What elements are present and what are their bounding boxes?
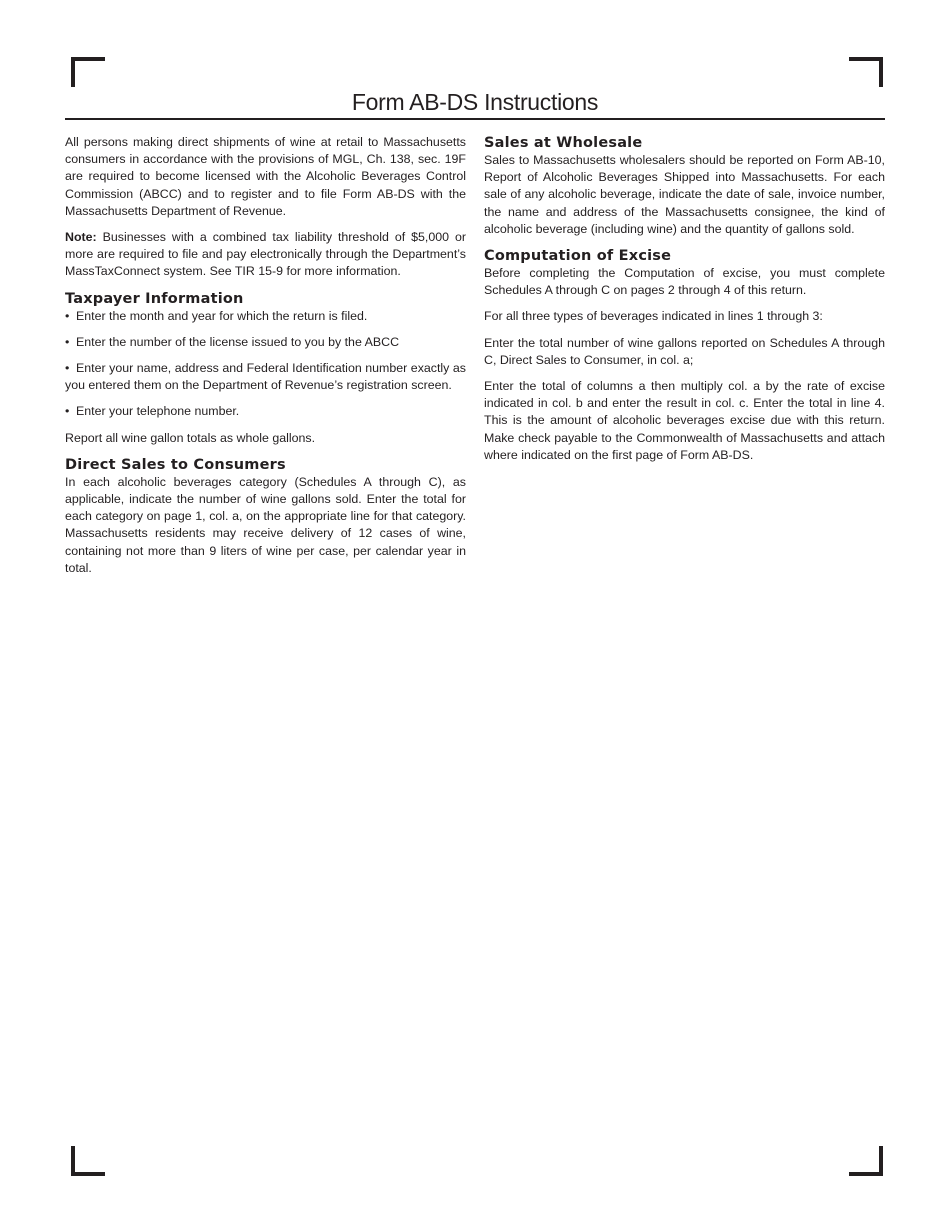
- intro-paragraph: All persons making direct shipments of wine at retail to Massachusetts consumers in accordance with the provisions of MGL, Ch. 138, sec. 19F are required to become licensed with the Alcoholic Beverages Control Commission (ABCC) and to register and to file Form AB-DS with the Massachusetts Department of Revenue.: [65, 135, 466, 218]
- excise-heading: Computation of Excise: [484, 248, 672, 265]
- title-rule: [65, 118, 885, 120]
- excise-paragraph-2: For all three types of beverages indicated in lines 1 through 3:: [484, 309, 823, 324]
- excise-paragraph-4: Enter the total of columns a then multiply col. a by the rate of excise indicated in col. b and enter the result in col. c. Enter the total in line 4. This is the amount of alcoholic beverages excise due with this return. Make check payable to the Commonwealth of Massachusetts and attach where indicated on the first page of Form AB-DS.: [484, 379, 885, 462]
- bullet-icon: •: [65, 308, 70, 323]
- crop-mark-top-left: [71, 57, 105, 87]
- bullet-icon: •: [65, 334, 70, 349]
- page-title: Form AB-DS Instructions: [351, 89, 599, 115]
- bullet-text: Enter the month and year for which the return is filed.: [76, 308, 368, 323]
- taxpayer-heading: Taxpayer Information: [65, 290, 244, 307]
- bullet-item: [65, 403, 466, 420]
- report-paragraph: Report all wine gallon totals as whole gallons.: [65, 430, 316, 445]
- crop-mark-bottom-right: [849, 1146, 883, 1176]
- note-text: Businesses with a combined tax liability threshold of $5,000 or more are required to file and pay electronically through the Department’s MassTaxConnect system. See TIR 15-9 for more information.: [65, 230, 466, 279]
- wholesale-heading: Sales at Wholesale: [484, 135, 643, 151]
- bullet-item: [65, 334, 466, 351]
- wholesale-paragraph: Sales to Massachusetts wholesalers should be reported on Form AB-10, Report of Alcoholic Beverages Shipped into Massachusetts. For each sale of any alcoholic beverage, indicate the date of sale, invoice number, the name and address of the Massachusetts consignee, the kind of alcoholic beverage (including wine) and the quantity of gallons sold.: [484, 153, 885, 236]
- direct-sales-heading: Direct Sales to Consumers: [65, 456, 286, 473]
- bullet-icon: •: [65, 361, 70, 376]
- crop-mark-top-right: [849, 57, 883, 87]
- note-paragraph: [65, 229, 466, 281]
- right-column: [484, 134, 885, 473]
- excise-paragraph-3: Enter the total number of wine gallons reported on Schedules A through C, Direct Sales to Consumer, in col. a;: [484, 335, 885, 367]
- bullet-text: Enter your telephone number.: [76, 404, 240, 419]
- excise-paragraph-1: Before completing the Computation of excise, you must complete Schedules A through C on pages 2 through 4 of this return.: [484, 266, 885, 298]
- bullet-text: Enter the number of the license issued to you by the ABCC: [76, 334, 400, 349]
- left-column: [65, 134, 466, 586]
- crop-mark-bottom-left: [71, 1146, 105, 1176]
- direct-sales-paragraph: In each alcoholic beverages category (Schedules A through C), as applicable, indicate the number of wine gallons sold. Enter the total for each category on page 1, col. a, on the appropriate line for that category. Massachusetts residents may receive delivery of 12 cases of wine, containing not more than 9 liters of wine per case, per calendar year in total.: [65, 474, 466, 575]
- note-label: Note:: [65, 230, 97, 245]
- bullet-item: [65, 308, 466, 325]
- bullet-icon: •: [65, 404, 70, 419]
- bullet-item: [65, 360, 466, 394]
- bullet-text: Enter your name, address and Federal Identification number exactly as you entered them on the Department of Revenue’s registration screen.: [65, 361, 466, 393]
